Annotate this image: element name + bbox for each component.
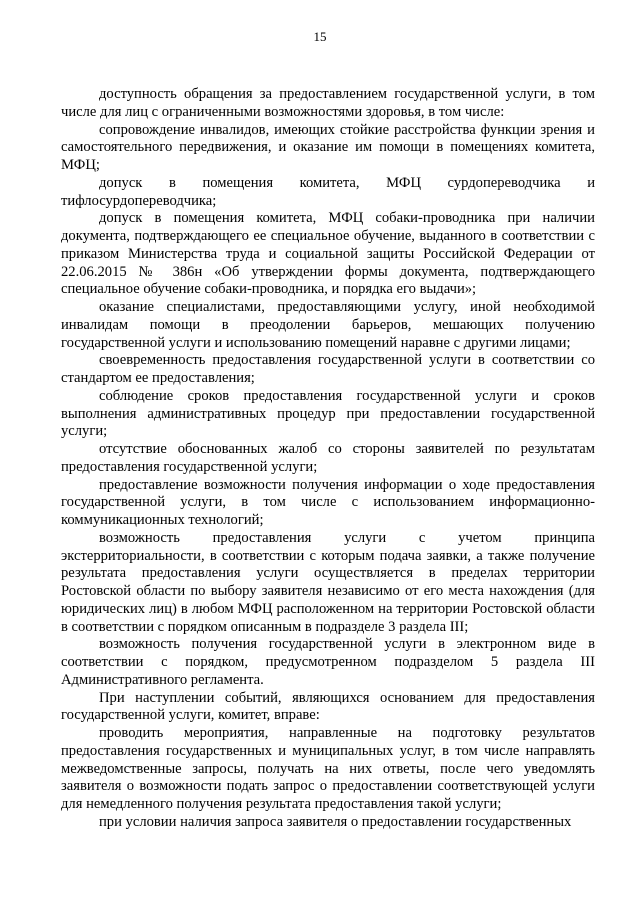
paragraph: при условии наличия запроса заявителя о предоставлении государственных <box>99 813 572 830</box>
paragraph: проводить мероприятия, направленные на подготовку результатов предоставления государственных и муниципальных услуг, в том числе направлять межведомственные запросы, получать на них ответы, после чего уведомлять заявителя о возможности подать запрос о предоставлении соответствующей услуги для немедленного получения результата предоставления такой услуги; <box>61 725 595 812</box>
paragraph: отсутствие обоснованных жалоб со стороны заявителей по результатам предоставления государственной услуги; <box>61 441 595 475</box>
paragraph: соблюдение сроков предоставления государственной услуги и сроков выполнения административных процедур при предоставлении государственной услуги; <box>61 387 595 440</box>
paragraph: допуск в помещения комитета, МФЦ сурдопереводчика и тифлосурдопереводчика; <box>61 174 595 209</box>
paragraph: При наступлении событий, являющихся основанием для предоставления государственной услуги, комитет, вправе: <box>61 689 595 724</box>
document-body <box>61 86 595 832</box>
page-number: 15 <box>313 29 327 44</box>
paragraph: доступность обращения за предоставлением государственной услуги, в том числе для лиц с ограниченными возможностями здоровья, в том числе: <box>61 86 595 120</box>
paragraph: своевременность предоставления государственной услуги в соответствии со стандартом ее предоставления; <box>61 352 595 386</box>
paragraph: возможность предоставления услуги с учетом принципа экстерриториальности, в соответствии с которым подача заявки, а также получение результата предоставления услуги осуществляется в пределах территории Ростовской области по выбору заявителя независимо от его места нахождения (для юридических лиц) в любом МФЦ расположенном на территории Ростовской области в соответствии с порядком описанным в подразделе 3 раздела III; <box>61 529 595 635</box>
paragraph: допуск в помещения комитета, МФЦ собаки-проводника при наличии документа, подтверждающего ее специальное обучение, выданного в соответствии с приказом Министерства труда и социальной защиты Российской Федерации от 22.06.2015 № 386н «Об утверждении формы документа, подтверждающего специальное обучение собаки-проводника, и порядка его выдачи»; <box>61 210 595 298</box>
paragraph: оказание специалистами, предоставляющими услугу, иной необходимой инвалидам помощи в преодолении барьеров, мешающих получению государственной услуги и использованию помещений наравне с другими лицами; <box>61 299 595 351</box>
paragraph: возможность получения государственной услуги в электронном виде в соответствии с порядком, предусмотренном подразделом 5 раздела III Административного регламента. <box>61 636 595 688</box>
paragraph: предоставление возможности получения информации о ходе предоставления государственной услуги, в том числе с использованием информационно-коммуникационных технологий; <box>61 476 595 528</box>
paragraph: сопровождение инвалидов, имеющих стойкие расстройства функции зрения и самостоятельного передвижения, и оказание им помощи в помещениях комитета, МФЦ; <box>61 121 595 173</box>
